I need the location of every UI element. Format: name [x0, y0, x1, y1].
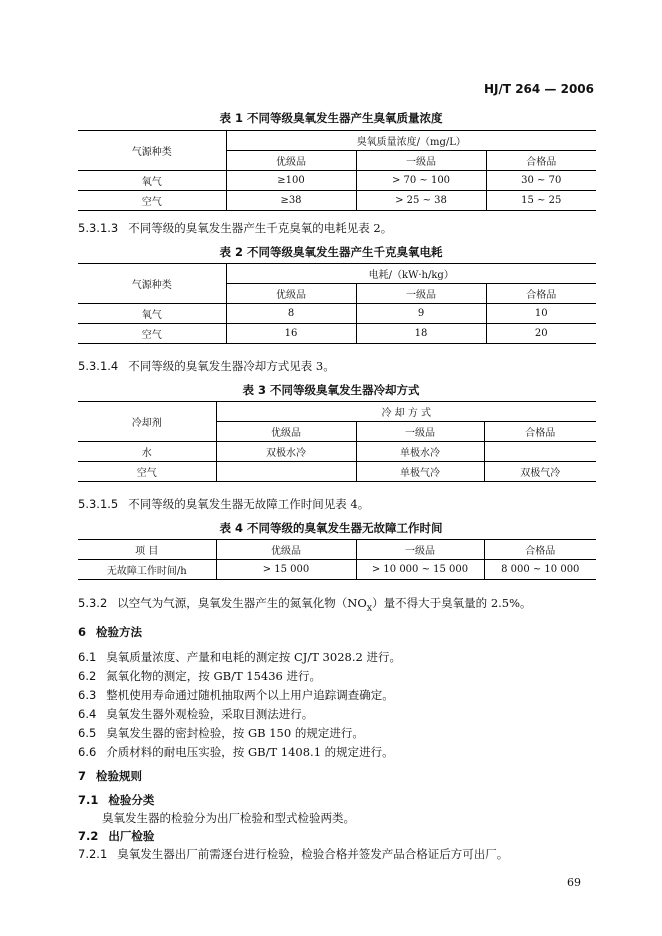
- clause-number: 5.3.1.4: [78, 359, 119, 373]
- clause-text: 介质材料的耐电压实验，按 GB/T 1408.1 的规定进行。: [106, 745, 394, 759]
- table1-rowhead: 气源种类: [78, 131, 226, 171]
- paragraph-7-1: 臭氧发生器的检验分为出厂检验和型式检验两类。: [102, 811, 355, 825]
- table-cell: 双极气冷: [484, 462, 596, 482]
- table1-caption: 表 1 不同等级臭氧发生器产生臭氧质量浓度: [219, 111, 443, 125]
- section-number: 6: [78, 625, 87, 639]
- clause-number: 6.1: [78, 650, 97, 664]
- section-number: 7.1: [78, 793, 99, 807]
- table4-col-header: 一级品: [356, 540, 484, 560]
- section-title: 检验方法: [96, 625, 143, 639]
- table1-col-header: 优级品: [226, 151, 356, 171]
- table-cell: 空气: [78, 462, 216, 482]
- section-title: 检验规则: [96, 769, 143, 783]
- table2-group-header: 电耗/（kW·h/kg）: [226, 264, 596, 284]
- clause-text: 臭氧发生器外观检验，采取目测法进行。: [106, 707, 314, 721]
- item-6-2: [78, 668, 321, 684]
- item-6-6: [78, 744, 394, 760]
- table4-rowhead: 项 目: [78, 540, 216, 560]
- table-cell: ≥38: [226, 191, 356, 211]
- table3-col-header: 合格品: [484, 422, 596, 442]
- table-cell: > 15 000: [216, 560, 356, 580]
- item-6-5: [78, 725, 364, 741]
- clause-number: 6.3: [78, 688, 97, 702]
- table1-group-header: 臭氧质量浓度/（mg/L）: [226, 131, 596, 151]
- clause-number: 5.3.1.5: [78, 497, 119, 511]
- table-row: [78, 442, 596, 462]
- paragraph-7-2-1: [78, 846, 508, 862]
- paragraph-5-3-1-4: [78, 358, 335, 374]
- section-title: 出厂检验: [108, 829, 155, 843]
- table2: [78, 263, 596, 344]
- table2-caption: 表 2 不同等级臭氧发生器产生千克臭氧电耗: [219, 245, 443, 259]
- table-cell: > 70 ~ 100: [356, 171, 486, 191]
- item-6-3: [78, 687, 394, 703]
- table-row: [78, 560, 596, 580]
- table4-col-header: 优级品: [216, 540, 356, 560]
- clause-number: 6.4: [78, 707, 97, 721]
- clause-text: 臭氧发生器出厂前需逐台进行检验，检验合格并签发产品合格证后方可出厂。: [117, 847, 509, 861]
- table-cell: 单极水冷: [356, 442, 484, 462]
- table-cell: 水: [78, 442, 216, 462]
- clause-text: 不同等级的臭氧发生器冷却方式见表 3。: [128, 359, 335, 373]
- clause-text: 氮氧化物的测定，按 GB/T 15436 进行。: [106, 669, 322, 683]
- table-row: [78, 324, 596, 344]
- table-cell: 8: [226, 304, 356, 324]
- paragraph-5-3-1-3: [78, 220, 392, 236]
- table3-group-header: 冷 却 方 式: [216, 402, 596, 422]
- table-cell: 氧气: [78, 171, 226, 191]
- table-cell: 氧气: [78, 304, 226, 324]
- table-cell: 单极气冷: [356, 462, 484, 482]
- paragraph-5-3-1-5: [78, 496, 369, 512]
- table2-rowhead: 气源种类: [78, 264, 226, 304]
- table-cell: 空气: [78, 324, 226, 344]
- section-title: 检验分类: [108, 793, 155, 807]
- table4-col-header: 合格品: [484, 540, 596, 560]
- clause-number: 6.5: [78, 726, 97, 740]
- table-cell: 18: [356, 324, 486, 344]
- paragraph-5-3-2: [78, 595, 532, 613]
- table3-rowhead: 冷却剂: [78, 402, 216, 442]
- clause-text: 臭氧质量浓度、产量和电耗的测定按 CJ/T 3028.2 进行。: [106, 650, 401, 664]
- clause-number: 7.2.1: [78, 847, 108, 861]
- clause-number: 6.6: [78, 745, 97, 759]
- table4: [78, 539, 596, 580]
- clause-number: 5.3.1.3: [78, 221, 119, 235]
- page-number: 69: [567, 876, 581, 889]
- section-number: 7.2: [78, 829, 99, 843]
- table2-col-header: 优级品: [226, 284, 356, 304]
- table3-col-header: 一级品: [356, 422, 484, 442]
- table1: [78, 130, 596, 211]
- item-6-1: [78, 649, 401, 665]
- clause-text: 整机使用寿命通过随机抽取两个以上用户追踪调查确定。: [106, 688, 394, 702]
- table-row: [78, 304, 596, 324]
- standard-number: HJ/T 264 — 2006: [483, 82, 594, 96]
- table-cell: 双极水冷: [216, 442, 356, 462]
- table3-col-header: 优级品: [216, 422, 356, 442]
- section-7-1-heading: [78, 792, 154, 808]
- section-6-heading: [78, 624, 142, 640]
- clause-text: ）量不得大于臭氧量的 2.5%。: [372, 596, 532, 610]
- table-cell: 20: [486, 324, 596, 344]
- clause-number: 5.3.2: [78, 596, 108, 610]
- table-cell: 9: [356, 304, 486, 324]
- table2-col-header: 一级品: [356, 284, 486, 304]
- table-cell: 16: [226, 324, 356, 344]
- item-6-4: [78, 706, 313, 722]
- table-row: [78, 171, 596, 191]
- subscript: x: [366, 602, 373, 614]
- table-cell: 无故障工作时间/h: [78, 560, 216, 580]
- section-7-2-heading: [78, 828, 154, 844]
- table-row: [78, 462, 596, 482]
- section-number: 7: [78, 769, 87, 783]
- table-cell: ≥100: [226, 171, 356, 191]
- table3: [78, 401, 596, 482]
- clause-text: 臭氧发生器的密封检验，按 GB 150 的规定进行。: [106, 726, 364, 740]
- table1-col-header: 一级品: [356, 151, 486, 171]
- table-cell: 8 000 ~ 10 000: [484, 560, 596, 580]
- clause-text: 不同等级的臭氧发生器无故障工作时间见表 4。: [128, 497, 370, 511]
- table3-caption: 表 3 不同等级臭氧发生器冷却方式: [242, 383, 420, 397]
- table-cell: [216, 462, 356, 482]
- table-cell: 15 ~ 25: [486, 191, 596, 211]
- clause-text: 以空气为气源，臭氧发生器产生的氮氧化物（NO: [117, 596, 367, 610]
- table4-caption: 表 4 不同等级的臭氧发生器无故障工作时间: [219, 521, 443, 535]
- section-7-heading: [78, 768, 142, 784]
- table-cell: > 25 ~ 38: [356, 191, 486, 211]
- table-cell: 10: [486, 304, 596, 324]
- table-cell: > 10 000 ~ 15 000: [356, 560, 484, 580]
- clause-number: 6.2: [78, 669, 97, 683]
- table2-col-header: 合格品: [486, 284, 596, 304]
- table-cell: 空气: [78, 191, 226, 211]
- table-cell: [484, 442, 596, 462]
- table1-col-header: 合格品: [486, 151, 596, 171]
- table-row: [78, 191, 596, 211]
- table-cell: 30 ~ 70: [486, 171, 596, 191]
- clause-text: 不同等级的臭氧发生器产生千克臭氧的电耗见表 2。: [128, 221, 393, 235]
